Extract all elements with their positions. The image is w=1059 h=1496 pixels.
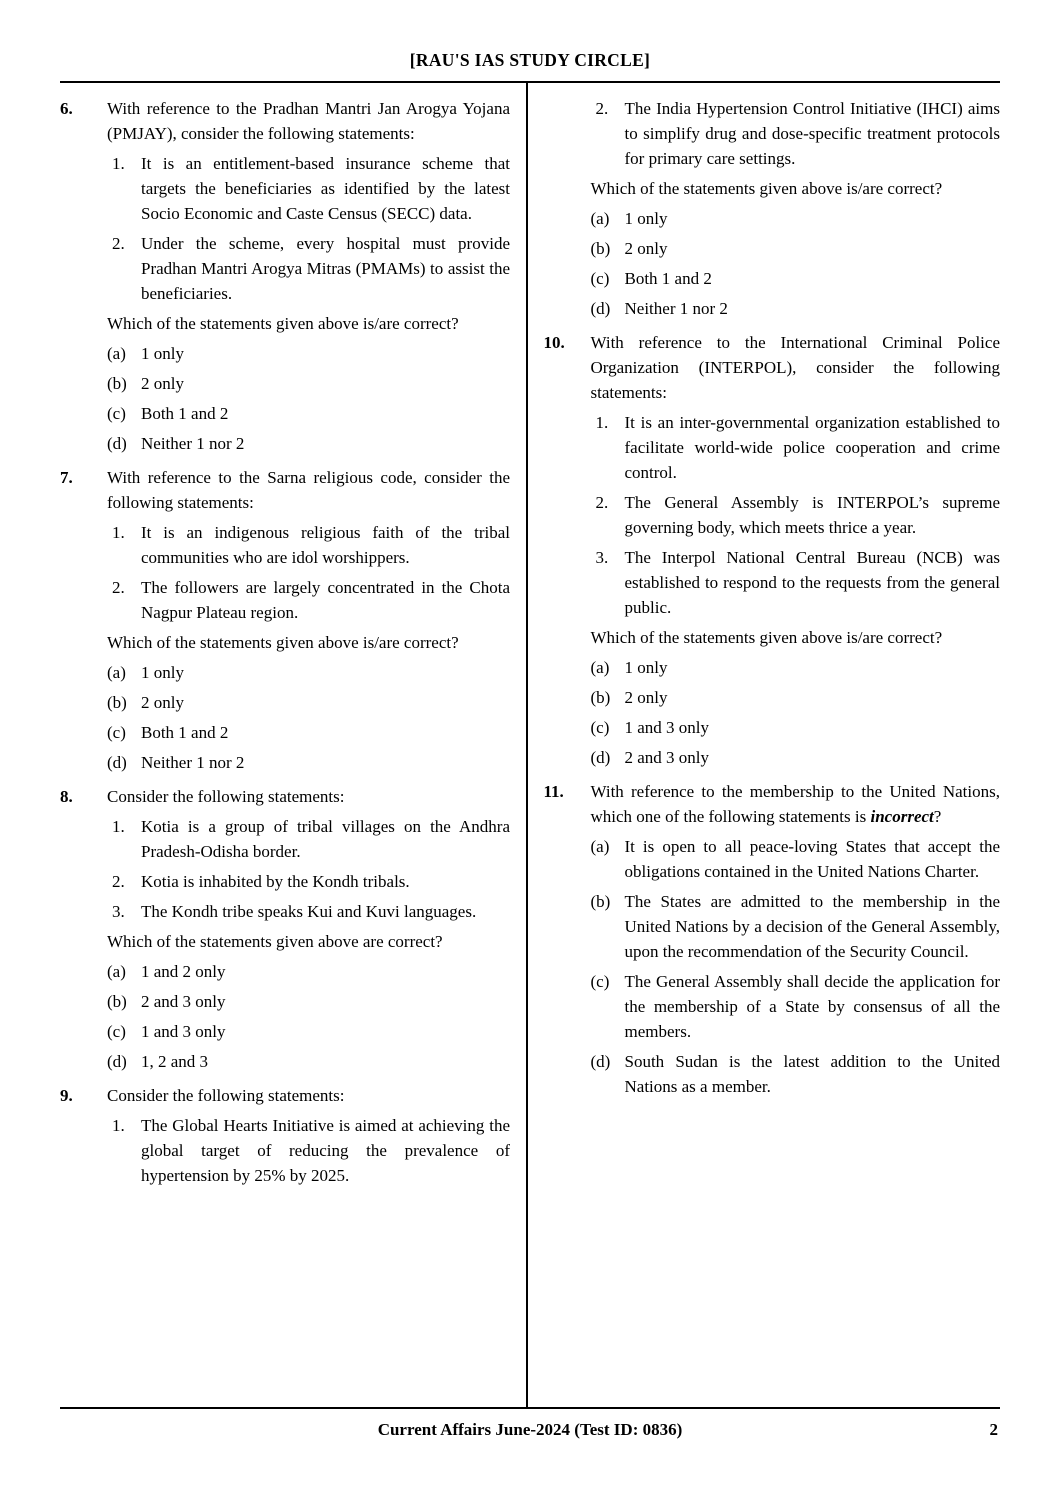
statement-number: 1. [112, 817, 125, 836]
statement-row [591, 545, 1001, 620]
option-label: (b) [590, 892, 611, 911]
statement-number: 3. [595, 548, 609, 567]
statement-text: It is an entitlement-based insurance scheme that targets the beneficiaries as identified by the latest Socio Economic and Caste Census (SECC) data. [141, 154, 510, 223]
statement-text: Kotia is a group of tribal villages on the Andhra Pradesh-Odisha border. [141, 817, 510, 861]
statement-row [107, 869, 510, 894]
option-row [591, 206, 1001, 231]
question-number: 9. [60, 1086, 73, 1105]
column-left [60, 83, 510, 1407]
question-number: 7. [60, 468, 73, 487]
option-label: (c) [590, 269, 610, 288]
option-text: Both 1 and 2 [141, 404, 229, 423]
statement-row [107, 575, 510, 625]
question-body [107, 1083, 510, 1188]
option-text: 1 only [624, 209, 668, 228]
option-label: (b) [107, 374, 127, 393]
option-row [107, 989, 510, 1014]
option-text: 2 only [624, 688, 668, 707]
option-text: Both 1 and 2 [141, 723, 229, 742]
statement-row [107, 1113, 510, 1188]
question-body [107, 465, 510, 775]
option-label: (c) [590, 718, 610, 737]
statement-text: The Kondh tribe speaks Kui and Kuvi languages. [141, 902, 477, 921]
column-divider [526, 83, 528, 1407]
option-label: (a) [107, 962, 126, 981]
page-title: [RAU'S IAS STUDY CIRCLE] [409, 50, 651, 70]
option-text: 2 only [141, 693, 184, 712]
column-right [544, 83, 1001, 1407]
question-block-8 [60, 784, 510, 1074]
statement-text: The Interpol National Central Bureau (NCB) was established to respond to the requests from the general public. [624, 548, 1000, 617]
question-number: 11. [543, 782, 564, 801]
statement-row [591, 96, 1001, 171]
question-prompt: Which of the statements given above is/are correct? [590, 628, 943, 647]
statement-number: 2. [112, 578, 125, 597]
statement-row [107, 814, 510, 864]
question-prompt: Which of the statements given above is/are correct? [107, 314, 459, 333]
statement-row [107, 151, 510, 226]
question-block-11 [544, 779, 1001, 1099]
option-label: (a) [107, 663, 126, 682]
page-number: 2 [989, 1420, 998, 1439]
option-row [591, 655, 1001, 680]
option-row [107, 959, 510, 984]
option-text: Both 1 and 2 [624, 269, 712, 288]
option-row [107, 431, 510, 456]
option-label: (d) [107, 1052, 127, 1071]
option-row [591, 969, 1001, 1044]
option-row [591, 685, 1001, 710]
question-number [544, 96, 591, 321]
option-text: It is open to all peace-loving States that accept the obligations contained in the United Nations Charter. [624, 837, 1000, 881]
option-row [591, 834, 1001, 884]
option-text: 1 only [141, 663, 184, 682]
option-row [591, 745, 1001, 770]
question-stem: Consider the following statements: [107, 1086, 345, 1105]
option-row [591, 1049, 1001, 1099]
option-label: (d) [590, 299, 611, 318]
option-row [107, 750, 510, 775]
option-text: Neither 1 nor 2 [141, 753, 245, 772]
statement-number: 1. [595, 413, 609, 432]
option-text: South Sudan is the latest addition to the United Nations as a member. [624, 1052, 1000, 1096]
statement-text: The General Assembly is INTERPOL’s supreme governing body, which meets thrice a year. [624, 493, 1000, 537]
option-row [107, 341, 510, 366]
option-row [591, 889, 1001, 964]
option-row [107, 401, 510, 426]
option-label: (b) [107, 693, 127, 712]
question-stem: With reference to the Sarna religious code, consider the following statements: [107, 468, 510, 512]
statement-text: The India Hypertension Control Initiative (IHCI) aims to simplify drug and dose-specific treatment protocols for primary care settings. [624, 99, 1000, 168]
statement-text: It is an indigenous religious faith of the tribal communities who are idol worshippers. [141, 523, 510, 567]
option-text: The States are admitted to the membership in the United Nations by a decision of the General Assembly, upon the recommendation of the Security Council. [624, 892, 1000, 961]
option-label: (a) [590, 209, 610, 228]
question-body [591, 96, 1001, 321]
statement-number: 1. [112, 154, 125, 173]
footer-title: Current Affairs June-2024 (Test ID: 0836) [377, 1420, 683, 1439]
option-row [591, 296, 1001, 321]
stem-text-part: ? [933, 807, 942, 826]
option-text: 1 and 3 only [141, 1022, 226, 1041]
option-row [591, 715, 1001, 740]
option-text: The General Assembly shall decide the application for the membership of a State by consensus of all the members. [624, 972, 1000, 1041]
stem-text-part: With reference to the membership to the United Nations, which one of the following statements is [590, 782, 1000, 826]
option-row [107, 690, 510, 715]
question-stem: With reference to the Pradhan Mantri Jan Arogya Yojana (PMJAY), consider the following statements: [107, 99, 510, 143]
statement-number: 2. [595, 99, 609, 118]
statement-number: 2. [112, 872, 125, 891]
option-text: Neither 1 nor 2 [624, 299, 728, 318]
option-label: (a) [107, 344, 126, 363]
question-stem [591, 779, 1001, 829]
statement-text: Under the scheme, every hospital must provide Pradhan Mantri Arogya Mitras (PMAMs) to assist the beneficiaries. [141, 234, 510, 303]
option-label: (c) [107, 1022, 126, 1041]
option-text: 2 only [624, 239, 668, 258]
option-text: 1 and 3 only [624, 718, 710, 737]
statement-number: 2. [595, 493, 609, 512]
option-text: 2 and 3 only [624, 748, 710, 767]
option-label: (b) [590, 239, 611, 258]
option-row [107, 1019, 510, 1044]
statement-row [107, 520, 510, 570]
statement-number: 1. [112, 1116, 125, 1135]
question-block-7 [60, 465, 510, 775]
option-text: 1 only [141, 344, 184, 363]
question-block-6 [60, 96, 510, 456]
question-stem: Consider the following statements: [107, 787, 345, 806]
option-label: (a) [590, 658, 610, 677]
statement-row [107, 899, 510, 924]
option-row [107, 1049, 510, 1074]
statement-text: Kotia is inhabited by the Kondh tribals. [141, 872, 410, 891]
option-label: (a) [590, 837, 610, 856]
question-continuation-block [544, 96, 1001, 321]
stem-emphasis: incorrect [870, 807, 934, 826]
option-label: (d) [590, 748, 611, 767]
option-row [591, 236, 1001, 261]
option-text: 1 and 2 only [141, 962, 226, 981]
option-label: (d) [590, 1052, 611, 1071]
question-prompt: Which of the statements given above is/are correct? [107, 633, 459, 652]
question-block-9 [60, 1083, 510, 1188]
question-stem: With reference to the International Criminal Police Organization (INTERPOL), consider the following statements: [590, 333, 1000, 402]
question-block-10 [544, 330, 1001, 770]
question-body [591, 779, 1001, 1099]
statement-number: 3. [112, 902, 125, 921]
option-label: (d) [107, 434, 127, 453]
option-text: Neither 1 nor 2 [141, 434, 245, 453]
statement-row [591, 490, 1001, 540]
question-body [591, 330, 1001, 770]
option-label: (b) [590, 688, 611, 707]
option-text: 1 only [624, 658, 668, 677]
question-number: 10. [543, 333, 565, 352]
statement-text: It is an inter-governmental organization established to facilitate world-wide police cooperation and crime control. [624, 413, 1000, 482]
option-label: (c) [107, 404, 126, 423]
page-footer [60, 1407, 1000, 1442]
option-row [107, 720, 510, 745]
statement-row [107, 231, 510, 306]
option-label: (c) [590, 972, 610, 991]
question-columns [60, 83, 1000, 1407]
statement-row [591, 410, 1001, 485]
option-row [591, 266, 1001, 291]
option-label: (c) [107, 723, 126, 742]
question-number: 6. [60, 99, 73, 118]
option-text: 2 and 3 only [141, 992, 226, 1011]
question-body [107, 96, 510, 456]
question-prompt: Which of the statements given above is/are correct? [590, 179, 943, 198]
option-text: 2 only [141, 374, 184, 393]
question-prompt: Which of the statements given above are correct? [107, 932, 443, 951]
question-number: 8. [60, 787, 73, 806]
statement-text: The followers are largely concentrated in the Chota Nagpur Plateau region. [141, 578, 510, 622]
option-text: 1, 2 and 3 [141, 1052, 209, 1071]
page-header [60, 48, 1000, 83]
statement-number: 2. [112, 234, 125, 253]
statement-number: 1. [112, 523, 125, 542]
statement-text: The Global Hearts Initiative is aimed at achieving the global target of reducing the prevalence of hypertension by 25% by 2025. [141, 1116, 510, 1185]
question-body [107, 784, 510, 1074]
option-label: (b) [107, 992, 127, 1011]
option-label: (d) [107, 753, 127, 772]
option-row [107, 371, 510, 396]
option-row [107, 660, 510, 685]
